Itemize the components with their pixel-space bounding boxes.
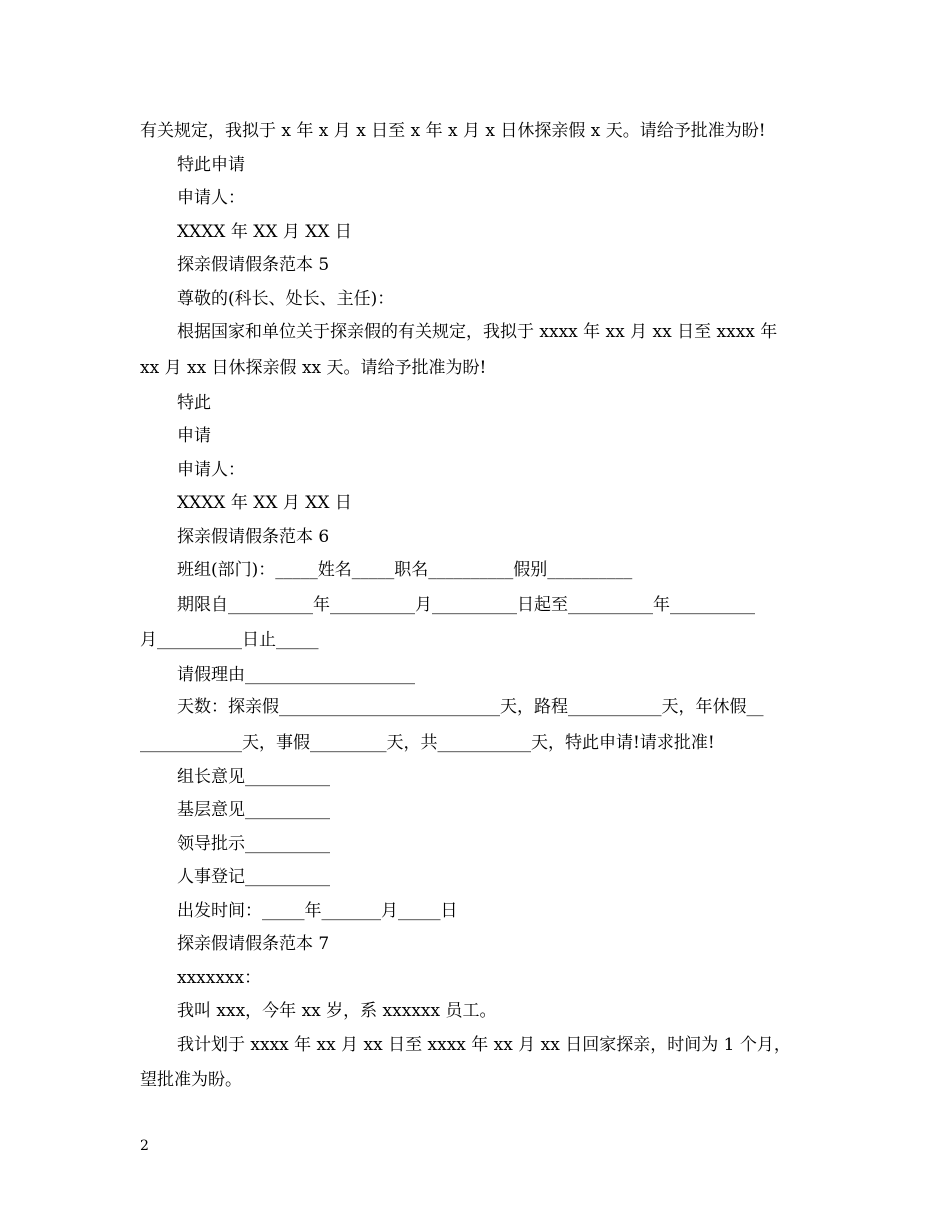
form-line: 月__________日止_____ (140, 630, 319, 650)
form-line: 人事登记__________ (177, 867, 330, 887)
page-number: 2 (140, 1138, 149, 1154)
form-line: 出发时间：_____年_______月_____日 (177, 901, 458, 921)
paragraph-line: 尊敬的(科长、处长、主任)： (177, 289, 395, 309)
paragraph-line: xxxxxxx： (177, 968, 262, 988)
paragraph-line: XXXX 年 XX 月 XX 日 (177, 222, 352, 242)
section-heading: 探亲假请假条范本 6 (177, 527, 330, 547)
form-line: 天数：探亲假__________________________天，路程___________天，年休假__ (177, 697, 764, 717)
paragraph-line: 申请人： (177, 460, 245, 480)
form-line: 领导批示__________ (177, 834, 330, 854)
form-line: 基层意见__________ (177, 800, 330, 820)
form-line: 期限自__________年__________月__________日起至__________年__________ (177, 595, 755, 615)
form-line: 组长意见__________ (177, 767, 330, 787)
form-line: 班组(部门)：_____姓名_____职名__________假别__________ (177, 560, 633, 580)
paragraph-line: xx 月 xx 日休探亲假 xx 天。请给予批准为盼! (140, 358, 487, 378)
paragraph-line: 望批准为盼。 (140, 1070, 242, 1090)
paragraph-line: 有关规定，我拟于 x 年 x 月 x 日至 x 年 x 月 x 日休探亲假 x 天。请给予批准为盼! (140, 121, 766, 141)
paragraph-line: 申请 (177, 426, 211, 446)
form-line: ____________天，事假_________天，共___________天，特此申请!请求批准! (140, 733, 715, 753)
paragraph-line: 特此申请 (177, 155, 245, 175)
section-heading: 探亲假请假条范本 7 (177, 934, 330, 954)
paragraph-line: 申请人： (177, 188, 245, 208)
paragraph-line: 我叫 xxx，今年 xx 岁，系 xxxxxx 员工。 (177, 1001, 497, 1021)
paragraph-line: 我计划于 xxxx 年 xx 月 xx 日至 xxxx 年 xx 月 xx 日回家探亲，时间为 1 个月， (177, 1035, 791, 1055)
section-heading: 探亲假请假条范本 5 (177, 255, 330, 275)
form-line: 请假理由____________________ (177, 665, 415, 685)
paragraph-line: 特此 (177, 393, 211, 413)
paragraph-line: XXXX 年 XX 月 XX 日 (177, 493, 352, 513)
paragraph-line: 根据国家和单位关于探亲假的有关规定，我拟于 xxxx 年 xx 月 xx 日至 xxxx 年 (177, 322, 778, 342)
